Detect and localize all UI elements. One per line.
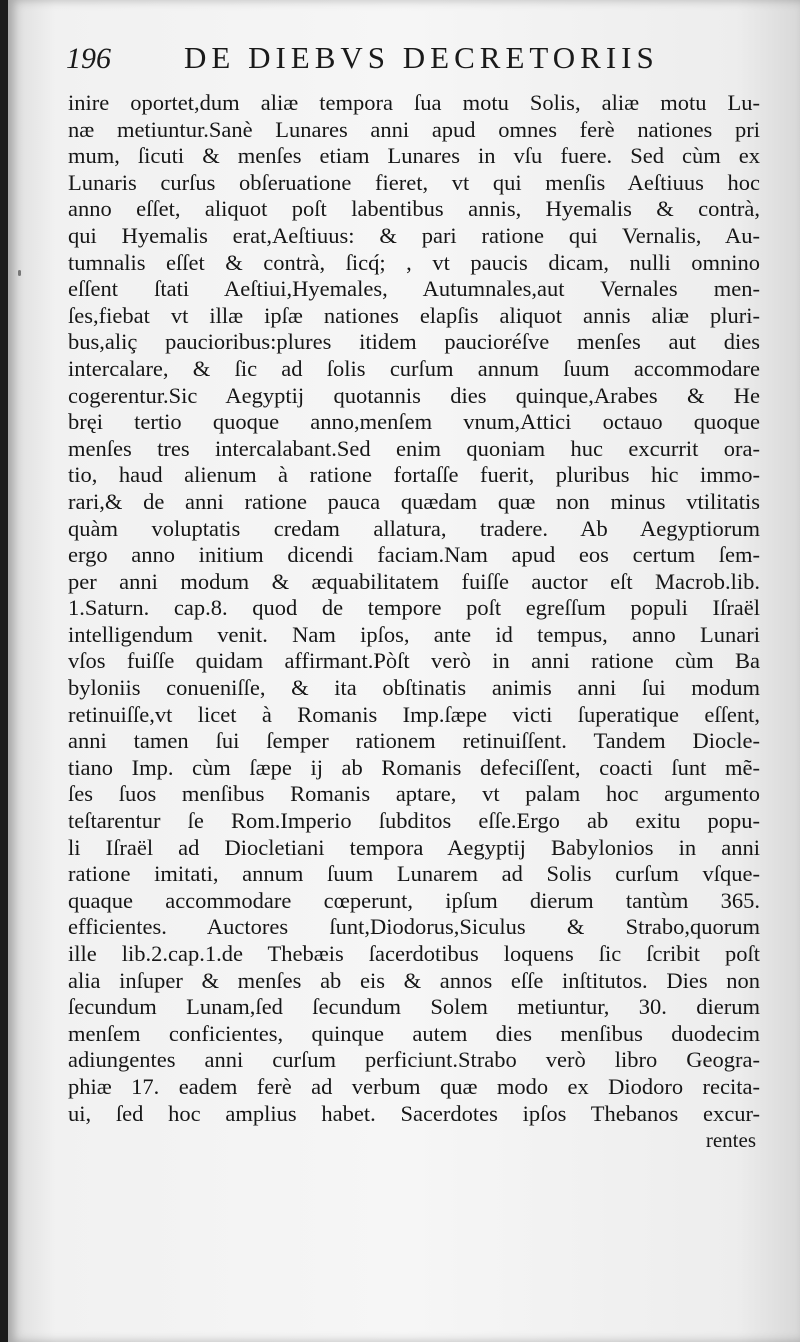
text-line: intercalare, & ſic ad ſolis curſum annum ſuum accommodare — [68, 355, 760, 381]
text-line: phiæ 17. eadem ferè ad verbum quæ modo ex Diodoro recita- — [68, 1073, 760, 1099]
text-line: qui Hyemalis erat,Aeſtiuus: & pari ratione qui Vernalis, Au- — [68, 222, 760, 248]
text-line: ſes,fiebat vt illæ ipſæ nationes elapſis aliquot annis aliæ pluri- — [68, 302, 760, 328]
text-line: rari,& de anni ratione pauca quædam quæ non minus vtilitatis — [68, 488, 760, 514]
text-line: 1.Saturn. cap.8. quod de tempore poſt egreſſum populi Iſraël — [68, 595, 760, 621]
text-line: anni tamen ſui ſemper rationem retinuiſſent. Tandem Diocle- — [68, 728, 760, 754]
text-line: efficientes. Auctores ſunt,Diodorus,Siculus & Strabo,quorum — [68, 914, 760, 940]
text-line: per anni modum & æquabilitatem fuiſſe auctor eſt Macrob.lib. — [68, 568, 760, 594]
catchword-row — [68, 1127, 760, 1153]
text-line: ratione imitati, annum ſuum Lunarem ad Solis curſum vſque- — [68, 861, 760, 887]
text-line: intelligendum venit. Nam ipſos, ante id tempus, anno Lunari — [68, 621, 760, 647]
text-line: tumnalis eſſet & contrà, ſicq́; , vt paucis dicam, nulli omnino — [68, 249, 760, 275]
text-line: vſos fuiſſe quidam affirmant.Pòſt verò in anni ratione cùm Ba — [68, 648, 760, 674]
text-line: ſes ſuos menſibus Romanis aptare, vt palam hoc argumento — [68, 781, 760, 807]
text-line: ille lib.2.cap.1.de Thebæis ſacerdotibus loquens ſic ſcribit poſt — [68, 941, 760, 966]
page-header — [66, 36, 746, 84]
text-line: retinuiſſe,vt licet à Romanis Imp.ſæpe victi ſuperatique eſſent, — [68, 701, 760, 727]
text-line: tiano Imp. cùm ſæpe ij ab Romanis defeciſſent, coacti ſunt mẽ- — [68, 754, 760, 780]
text-line: Lunaris curſus obſeruatione fieret, vt qui menſis Aeſtiuus hoc — [68, 169, 760, 195]
text-line: bręi tertio quoque anno,menſem vnum,Attici octauo quoque — [68, 409, 760, 435]
text-line: quaque accommodare cœperunt, ipſum dierum tantùm 365. — [68, 887, 760, 913]
text-line: li Iſraël ad Diocletiani tempora Aegyptij Babylonios in anni — [68, 834, 760, 860]
text-line: menſes tres intercalabant.Sed enim quoniam huc excurrit ora- — [68, 435, 760, 461]
book-page — [8, 0, 800, 1342]
text-line: menſem conficientes, quinque autem dies menſibus duodecim — [68, 1020, 760, 1046]
text-line: mum, ſicuti & menſes etiam Lunares in vſu fuere. Sed cùm ex — [68, 143, 760, 169]
body-text — [68, 90, 760, 1153]
text-line: inire oportet,dum aliæ tempora ſua motu Solis, aliæ motu Lu- — [68, 90, 760, 115]
text-line: byloniis conueniſſe, & ita obſtinatis animis anni ſui modum — [68, 675, 760, 701]
text-line: quàm voluptatis credam allatura, tradere. Ab Aegyptiorum — [68, 515, 760, 541]
text-line: eſſent ſtati Aeſtiui,Hyemales, Autumnales,aut Vernales men- — [68, 276, 760, 302]
text-line: bus,aliç paucioribus:plures itidem paucioréſve menſes aut dies — [68, 329, 760, 355]
catchword: rentes — [705, 1128, 756, 1153]
text-line: adiungentes anni curſum perficiunt.Strabo verò libro Geogra- — [68, 1047, 760, 1073]
page-number: 196 — [66, 42, 111, 75]
text-line: ſecundum Lunam,ſed ſecundum Solem metiuntur, 30. dierum — [68, 994, 760, 1020]
text-line: ergo anno initium dicendi faciam.Nam apud eos certum ſem- — [68, 542, 760, 568]
running-head: DE DIEBVS DECRETORIIS — [184, 40, 659, 75]
text-line: tio, haud alienum à ratione fortaſſe fuerit, pluribus hic immo- — [68, 462, 760, 488]
text-line: ui, ſed hoc amplius habet. Sacerdotes ipſos Thebanos excur- — [68, 1100, 760, 1126]
text-line: næ metiuntur.Sanè Lunares anni apud omnes ferè nationes pri — [68, 116, 760, 142]
text-line: alia inſuper & menſes ab eis & annos eſſe inſtitutos. Dies non — [68, 967, 760, 993]
margin-mark — [18, 270, 21, 276]
text-line: anno eſſet, aliquot poſt labentibus annis, Hyemalis & contrà, — [68, 196, 760, 222]
text-line: teſtarentur ſe Rom.Imperio ſubditos eſſe.Ergo ab exitu popu- — [68, 808, 760, 834]
text-line: cogerentur.Sic Aegyptij quotannis dies quinque,Arabes & He — [68, 382, 760, 408]
